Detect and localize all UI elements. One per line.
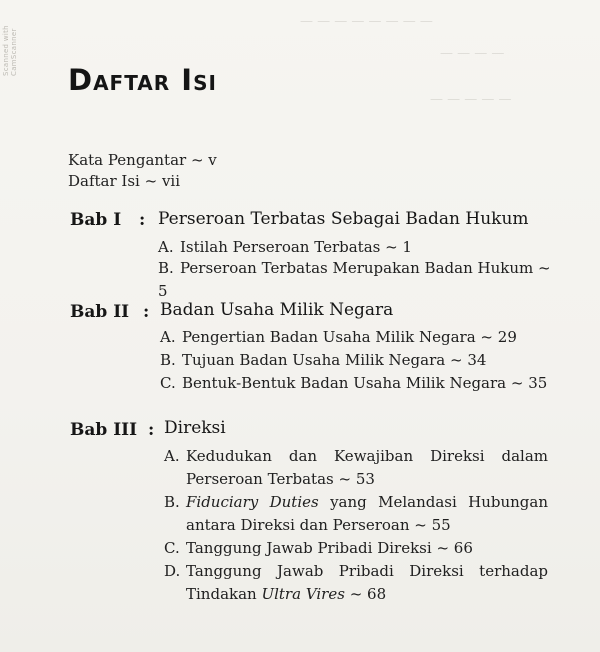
chapter-label: Bab I bbox=[70, 210, 122, 230]
bleed-through-text: — — — — — bbox=[430, 92, 512, 107]
toc-entry: C. Tanggung Jawab Pribadi Direksi ~ 66 bbox=[164, 539, 473, 557]
front-matter-item: Daftar Isi ~ vii bbox=[68, 172, 181, 190]
toc-entry: C. Bentuk-Bentuk Badan Usaha Milik Negara ~ 35 bbox=[160, 374, 548, 392]
front-matter-item: Kata Pengantar ~ v bbox=[68, 151, 217, 169]
toc-entry: A. Istilah Perseroan Terbatas ~ 1 bbox=[158, 238, 412, 256]
toc-entry: D. Tanggung Jawab Pribadi Direksi terhadap Tindakan Ultra Vires ~ 68 bbox=[164, 562, 548, 603]
chapter-label: Bab III bbox=[70, 420, 138, 440]
chapter-title: Badan Usaha Milik Negara bbox=[160, 300, 394, 320]
toc-entry: A. Kedudukan dan Kewajiban Direksi dalam Perseroan Terbatas ~ 53 bbox=[164, 447, 548, 488]
toc-entry: B. Fiduciary Duties yang Melandasi Hubungan antara Direksi dan Perseroan ~ 55 bbox=[164, 493, 548, 534]
chapter-colon: : bbox=[148, 420, 155, 440]
chapter-label: Bab II bbox=[70, 302, 130, 322]
chapter-colon: : bbox=[139, 210, 146, 230]
toc-entry: B. Tujuan Badan Usaha Milik Negara ~ 34 bbox=[160, 351, 487, 369]
page-title: Daftar Isi bbox=[68, 63, 217, 97]
bleed-through-text: — — — — — — — — bbox=[300, 14, 433, 29]
chapter-title: Perseroan Terbatas Sebagai Badan Hukum bbox=[158, 209, 529, 229]
chapter-colon: : bbox=[143, 302, 150, 322]
scanner-watermark: Scanned with CamScanner bbox=[2, 25, 18, 76]
bleed-through-text: — — — — bbox=[440, 46, 505, 61]
toc-entry: B. Perseroan Terbatas Merupakan Badan Hukum ~ 5 bbox=[158, 259, 551, 300]
chapter-title: Direksi bbox=[164, 418, 226, 438]
toc-entry: A. Pengertian Badan Usaha Milik Negara ~ 29 bbox=[160, 328, 517, 346]
